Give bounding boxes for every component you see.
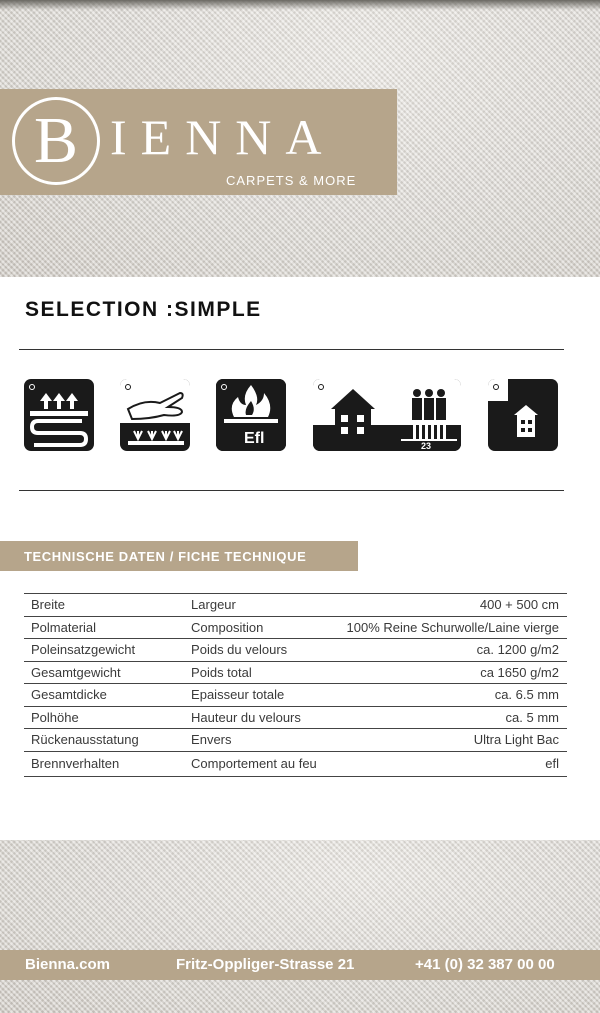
spec-label-fr: Poids total [191,661,346,684]
brand-logo [0,89,397,195]
footer-website-link[interactable]: Bienna.com [25,956,111,973]
spec-label-de: Polmaterial [24,616,191,639]
divider-bottom [19,490,564,491]
stairs-suitable-icon [488,379,558,451]
spec-label-fr: Largeur [191,594,346,617]
spec-value: 100% Reine Schurwolle/Laine vierge [347,616,567,639]
spec-label-de: Brennverhalten [24,751,191,776]
table-row [24,729,567,752]
spec-value: ca. 5 mm [347,706,567,729]
footer-phone[interactable]: +41 (0) 32 387 00 00 [415,956,555,973]
footer-bar [0,950,600,980]
usage-class-text: 23 [421,441,432,451]
carpet-photo-bottom [0,840,600,1013]
soft-pile-icon [120,379,190,451]
logo-initial: B [33,104,79,177]
spec-label-fr: Comportement au feu [191,751,346,776]
spec-label-fr: Poids du velours [191,639,346,662]
spec-label-de: Gesamtdicke [24,684,191,707]
spec-label-de: Polhöhe [24,706,191,729]
table-row [24,684,567,707]
spec-label-de: Breite [24,594,191,617]
footer-address: Fritz-Oppliger-Strasse 21 [176,956,355,973]
table-row [24,706,567,729]
spec-value: ca. 1200 g/m2 [347,639,567,662]
spec-label-fr: Epaisseur totale [191,684,346,707]
tech-data-table [24,593,567,777]
spec-value: efl [347,751,567,776]
table-row [24,661,567,684]
underfloor-heating-icon [24,379,94,451]
spec-label-de: Gesamtgewicht [24,661,191,684]
tech-data-banner [0,541,358,571]
spec-label-fr: Hauteur du velours [191,706,346,729]
spec-value: ca. 6.5 mm [347,684,567,707]
selection-title: SELECTION :SIMPLE [25,298,262,321]
spec-label-fr: Envers [191,729,346,752]
table-row [24,616,567,639]
fire-rating-text: Efl [244,430,265,447]
table-row [24,594,567,617]
divider-top [19,349,564,350]
logo-tagline: CARPETS & MORE [226,173,357,188]
spec-label-fr: Composition [191,616,346,639]
tech-data-heading: TECHNISCHE DATEN / FICHE TECHNIQUE [24,549,307,564]
spec-label-de: Rückenausstatung [24,729,191,752]
fire-rating-icon [216,379,286,451]
usage-class-icon [313,379,461,451]
spec-value: Ultra Light Bac [347,729,567,752]
table-row [24,751,567,776]
logo-wordmark: IENNA [110,109,336,165]
table-row [24,639,567,662]
spec-label-de: Poleinsatzgewicht [24,639,191,662]
spec-value: 400 + 500 cm [347,594,567,617]
spec-value: ca 1650 g/m2 [347,661,567,684]
